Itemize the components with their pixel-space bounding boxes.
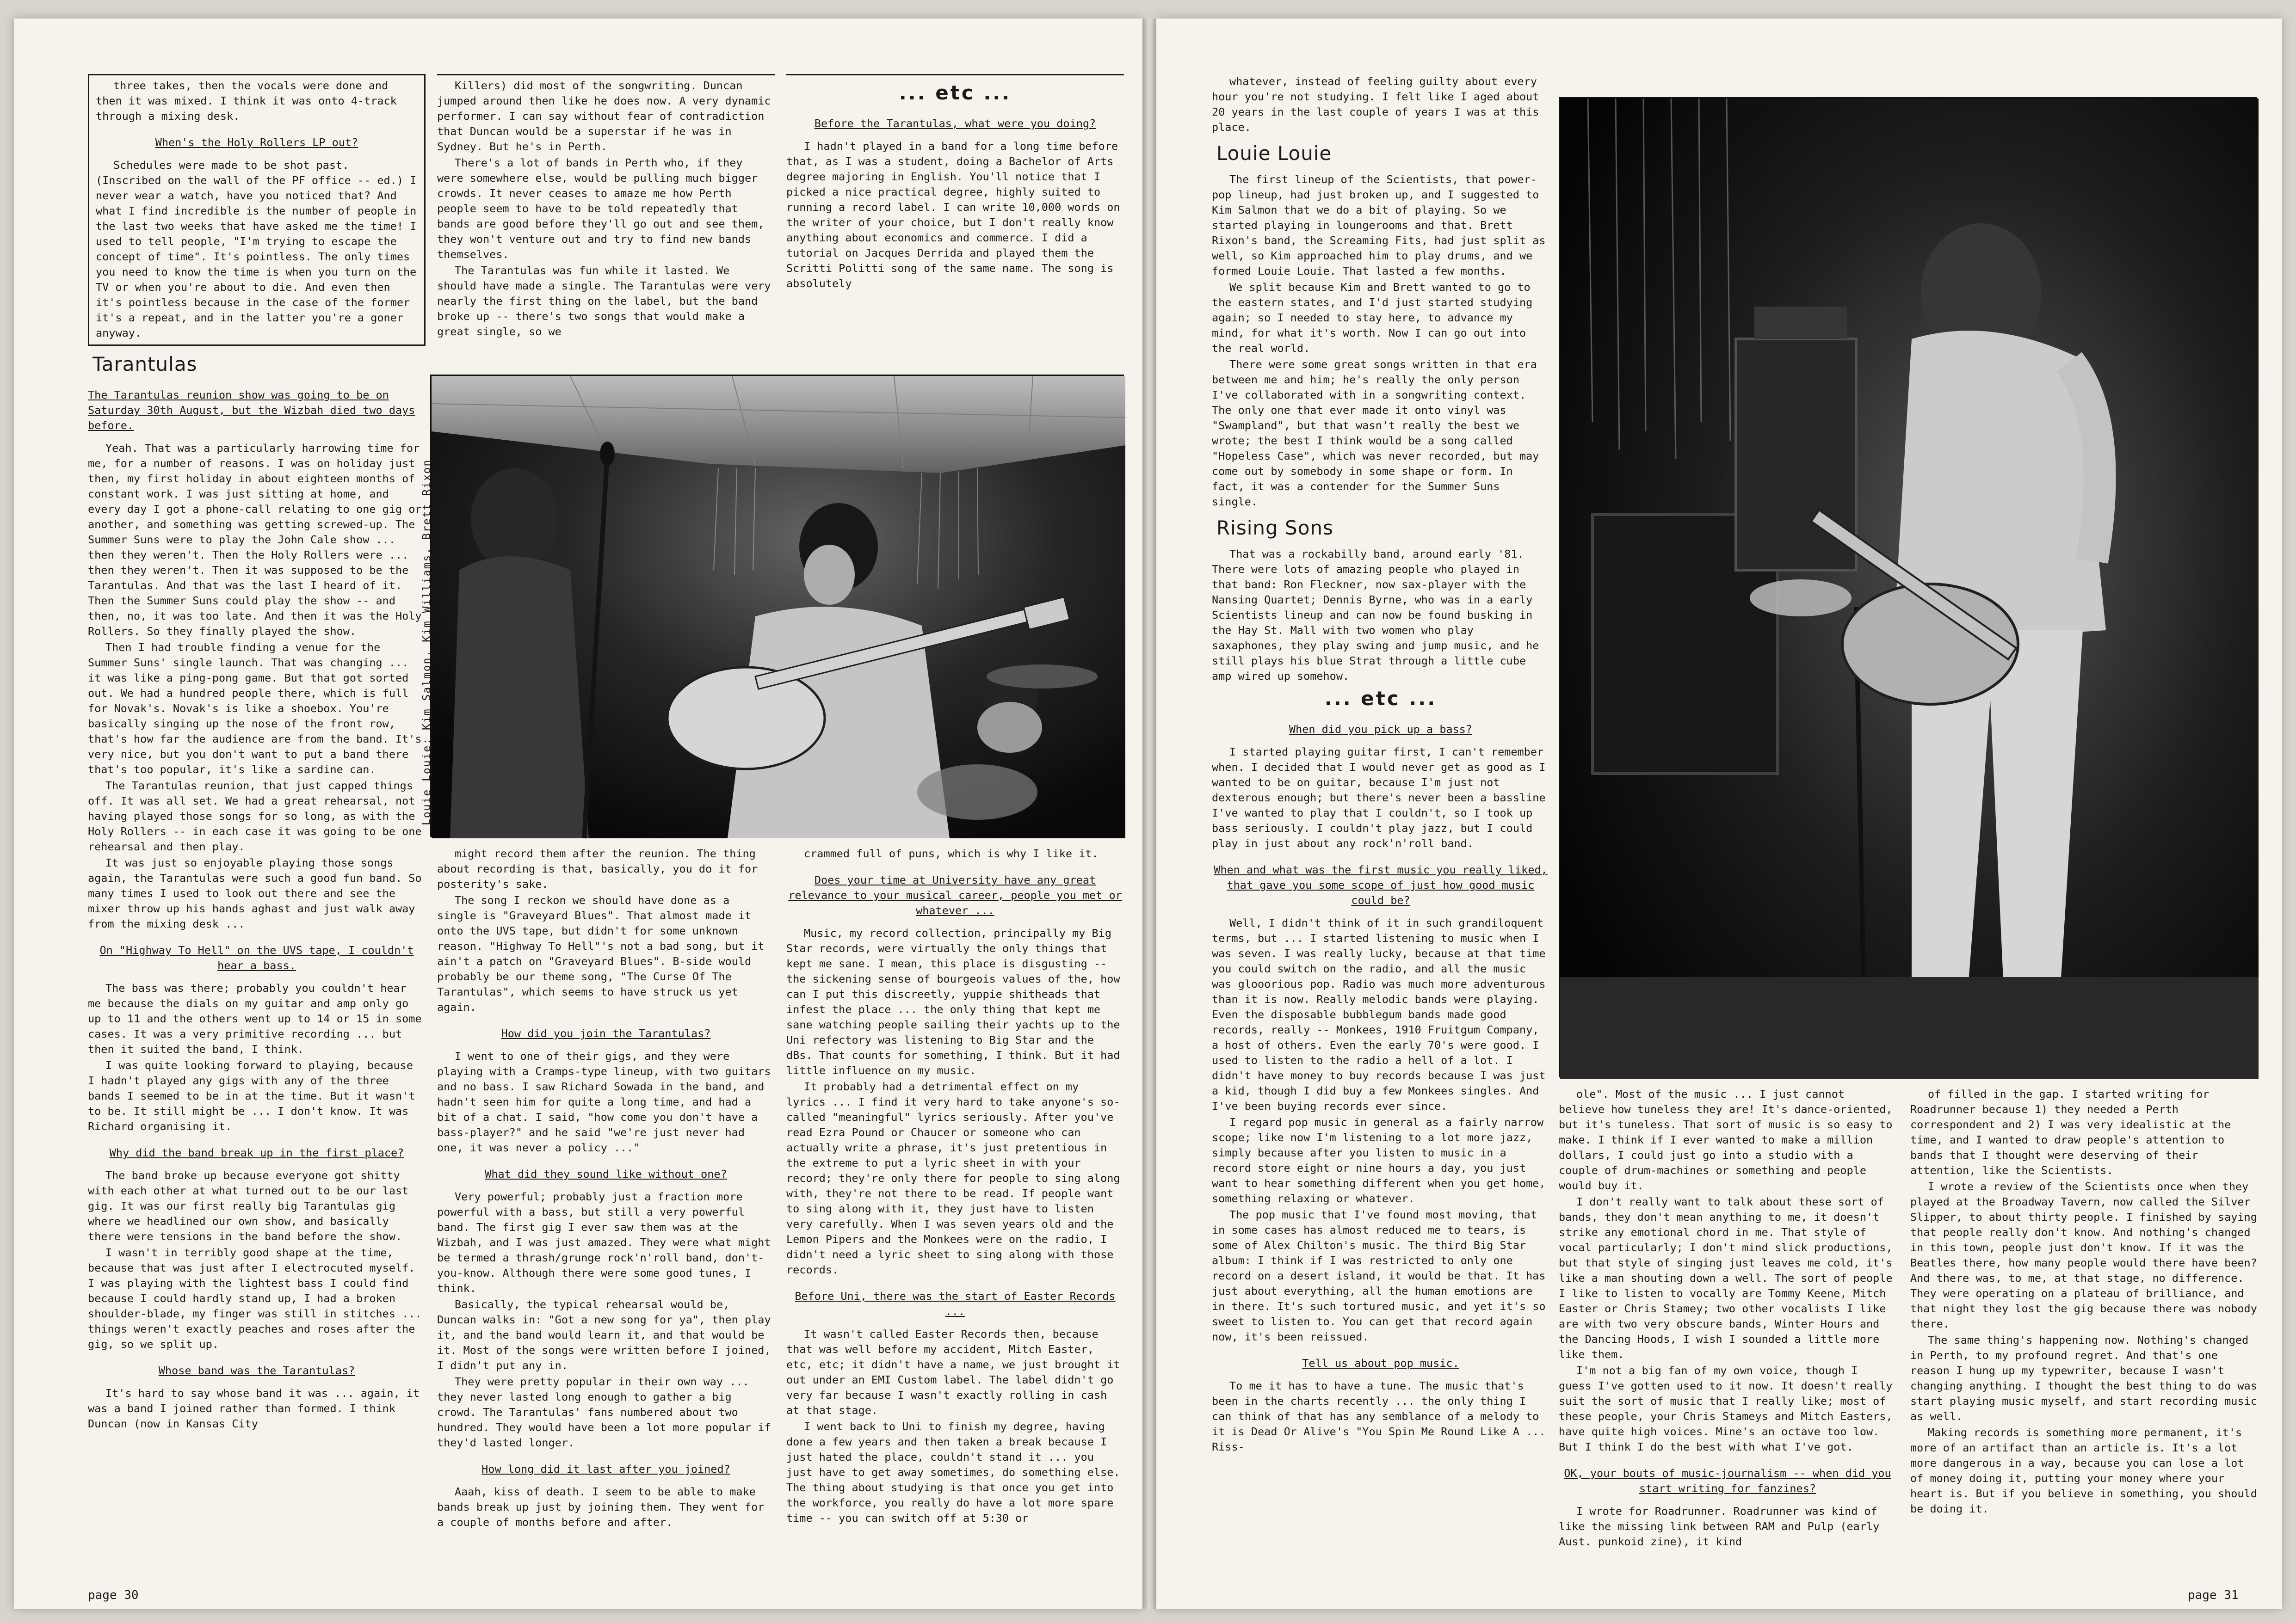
question-reunion: The Tarantulas reunion show was going to be on Saturday 30th August, but the Wizbah died two days before. <box>88 388 415 432</box>
paragraph: Then I had trouble finding a venue for the Summer Suns' single launch. That was changing ... it was like a ping-pong game. But that got sorted out. We had a hundred people there, which is full for Novak's. Novak's is like a shoebox. You're basically singing up the nose of the front row, that's how far the audience are from the band. It's very nice, but you don't want to put a band there that's too popular, it's like a sardine can. <box>88 641 422 776</box>
paragraph: might record them after the reunion. The thing about recording is that, basically, you do it for posterity's sake. <box>437 847 758 891</box>
paragraph: I regard pop music in general as a fairly narrow scope; like now I'm listening to a lot more jazz, simply because after you listen to music in a record store eight or nine hours a day, you just want to hear something different when you get home, something relaxing or whatever. <box>1212 1116 1546 1205</box>
answer-louie <box>1212 172 1549 510</box>
col2-top-text <box>437 78 775 339</box>
answer-breakup <box>88 1168 426 1352</box>
paragraph: I'm not a big fan of my own voice, though I guess I've gotten used to it now. It doesn't really suit the sort of music that I really like; most of these people, your Chris Stameys and Mitch Easters, have quite high voices. Mine's an octave too low. But I think I do the best with what I've got. <box>1559 1364 1893 1453</box>
page-number-right: page 31 <box>2188 1588 2239 1602</box>
paragraph: The bass was there; probably you couldn't hear me because the dials on my guitar and amp only go up to 11 and the others went up to 14 or 15 in some cases. It was a very primitive recording ... but then it suited the band, I think. <box>88 982 422 1056</box>
question-join: How did you join the Tarantulas? <box>501 1027 711 1040</box>
paragraph: Music, my record collection, principally my Big Star records, were virtually the only things that kept me sane. I mean, this place is disgusting -- the sickening sense of bourgeois values of the, how can I put this discreetly, yuppie shitheads that infest the place ... the only thing that kept me sane watching people sailing their yachts up to the Uni refectory was listening to Big Star and the dBs. That counts for something, I think. But it had little influence on my music. <box>786 927 1120 1077</box>
paragraph: It was just so enjoyable playing those songs again, the Tarantulas were such a good fun band. So many times I used to look out there and see the mixer throw up his hands aghast and just walk away from the mixing desk ... <box>88 856 422 930</box>
question-sound: What did they sound like without one? <box>485 1168 727 1180</box>
question-breakup: Why did the band break up in the first place? <box>109 1146 404 1159</box>
col2-bottom-text <box>437 846 775 1015</box>
paragraph: Yeah. That was a particularly harrowing time for me, for a number of reasons. I was on holiday just then, my first holiday in about eighteen months of constant work. I was just sitting at home, and every day I got a phone-call relating to one gig or another, and something was getting screwed-up. The Summer Suns were to play the John Cale show ... then they weren't. Then the Holy Rollers were ... then they weren't. Then it was supposed to be the Tarantulas. And that was the last I heard of it. Then the Summer Suns could play the show -- and then, no, it was too late. And then it was the Holy Rollers. So they finally played the show. <box>88 442 422 638</box>
right-column-3-bottom <box>1910 1087 2257 1591</box>
left-column-3-top <box>786 74 1124 370</box>
col1-top-text <box>96 78 418 124</box>
paragraph: I wrote a review of the Scientists once when they played at the Broadway Tavern, now called the Silver Slipper, to about thirty people. I finished by saying that people really don't know. And nothing's changed in this town, people just don't know. If it was the Beatles there, how many people would there have been? And there was, to me, at that stage, no difference. They were operating on a plateau of brilliance, and that night they lost the gig because there was nobody there. <box>1910 1180 2257 1330</box>
answer-uni <box>786 926 1124 1278</box>
paragraph: It's hard to say whose band it was ... again, it was a band I joined rather than formed. I think Duncan (now in Kansas City <box>88 1387 420 1430</box>
heading-tarantulas: Tarantulas <box>93 353 198 375</box>
paragraph: three takes, then the vocals were done and then it was mixed. I think it was onto 4-track through a mixing desk. <box>96 79 397 123</box>
right-col3-bottom-text <box>1910 1087 2257 1517</box>
paragraph: The Tarantulas reunion, that just capped things off. It was all set. We had a great rehearsal, not having played those songs for so long, as with the Holy Rollers -- in each case it was going to be one rehearsal and then play. <box>88 779 422 853</box>
paragraph: Making records is something more permanent, it's more of an artifact than an article is. It's a lot more dangerous in a way, because you can lose a lot of money doing it, putting your money where your heart is. But if you believe in something, you should be doing it. <box>1910 1426 2257 1515</box>
paragraph: The pop music that I've found most moving, that in some cases has almost reduced me to tears, is some of Alex Chilton's music. The third Big Star album: I think if I was restricted to only one record on a desert island, it would be that. It has just about everything, all the human emotions are in there. It's such tortured music, and yet it's so sweet to listen to. You can get that record again now, it's been reissued. <box>1212 1208 1546 1343</box>
left-column-2-bottom <box>437 846 775 1591</box>
photo-caption-louie-louie: Louie Louie: Kim Salmon, Kim Williams, Brett Rixon <box>421 459 433 825</box>
paragraph: Killers) did most of the songwriting. Duncan jumped around then like he does now. A very dynamic performer. I can say without fear of contradiction that Duncan would be a superstar if he was in Sydney. But he's in Perth. <box>437 79 771 153</box>
col3-bottom-text <box>786 846 1124 861</box>
paragraph: I hadn't played in a band for a long time before that, as I was a student, doing a Bachelor of Arts degree majoring in English. You'll notice that I picked a nice practical degree, highly suited to running a record label. I can write 10,000 words on the writer of your choice, but I don't really know anything about economics and commerce. I did a tutorial on Jacques Derrida and played them the Scritti Politti song of the same name. The song is absolutely <box>786 140 1120 290</box>
paragraph: Aaah, kiss of death. I seem to be able to make bands break up just by joining them. They went for a couple of months before and after. <box>437 1485 765 1529</box>
right-col2-bottom-text <box>1559 1087 1896 1455</box>
paragraph: whatever, instead of feeling guilty about every hour you're not studying. I felt like I aged about 20 years in the last couple of years I was at this place. <box>1212 75 1539 134</box>
question-highway: On "Highway To Hell" on the UVS tape, I couldn't hear a bass. <box>99 944 414 972</box>
right-column-2-bottom <box>1559 1087 1896 1591</box>
left-column-2-top <box>437 74 775 370</box>
answer-journalism <box>1559 1504 1896 1549</box>
paragraph: Well, I didn't think of it in such grandiloquent terms, but ... I started listening to music when I was seven. I was really lucky, because at that time you could switch on the radio, and all the music was glooorious pop. Radio was much more adventurous than it is now. Really melodic bands were playing. Even the disposable bubblegum bands made good records, really -- Monkees, 1910 Fruitgum Company, a host of others. Even the early 70's were good. I used to listen to the radio a hell of a lot. I didn't have money to buy records because I was just a kid, though I did buy a few Monkees singles. And I've been buying records ever since. <box>1212 916 1546 1113</box>
right-page <box>1156 18 2282 1609</box>
paragraph: The first lineup of the Scientists, that power-pop lineup, had just broken up, and I suggested to Kim Salmon that we do a bit of playing. So we started playing in loungerooms and that. Brett Rixon's band, the Screaming Fits, had just split as well, so Kim approached him to play drums, and we formed Louie Louie. That lasted a few months. <box>1212 173 1546 277</box>
answer-whose <box>88 1386 426 1432</box>
answer-first-music <box>1212 916 1549 1345</box>
paragraph: It probably had a detrimental effect on my lyrics ... I find it very hard to take anyone's so-called "meaningful" lyrics seriously. After you've read Ezra Pound or Chaucer or someone who can actually write a phrase, it's just pretentious in the extreme to put a lyric sheet in with your record; they're only there for people to sing along with, they're not there to be read. If people want to sing along with it, they just have to listen very carefully. When I was seven years old and the Lemon Pipers and the Monkees were on the radio, I didn't need a lyric sheet to sing along with those records. <box>786 1080 1120 1276</box>
answer-lp <box>96 158 418 341</box>
answer-highway <box>88 981 426 1134</box>
paragraph: crammed full of puns, which is why I like it. <box>804 847 1099 860</box>
answer-reunion <box>88 441 426 932</box>
bassist-stage-photo <box>1559 97 2257 1077</box>
paragraph: The Tarantulas was fun while it lasted. We should have made a single. The Tarantulas were very nearly the first thing on the label, but the band broke up -- there's two songs that would make a great single, so we <box>437 264 771 338</box>
answer-howlong <box>437 1484 775 1530</box>
paragraph: We split because Kim and Brett wanted to go to the eastern states, and I'd just started studying again; so I needed to stay here, to advance my mind, for what it's worth. Now I can go out into the real world. <box>1212 281 1533 355</box>
etc-heading-left: ... etc ... <box>899 81 1012 104</box>
answer-easter <box>786 1327 1124 1526</box>
paragraph: I don't really want to talk about these sort of bands, they don't mean anything to me, it doesn't strike any emotional chord in me. That style of vocal particularly; I don't mind slick productions, but that style of singing just leaves me cold, it's like a man shouting down a well. The sort of people I like to listen to vocally are Tommy Keene, Mitch Easter or Chris Stamey; two other vocalists I like are with two very obscure bands, Winter Hours and the Dancing Hoods, I wish I sounded a little more like them. <box>1559 1195 1893 1361</box>
page-number-left: page 30 <box>88 1588 139 1602</box>
paragraph: of filled in the gap. I started writing for Roadrunner because 1) they needed a Perth correspondent and 2) I was very idealistic at the time, and I wanted to draw people's attention to bands that I thought were deserving of their attention, like the Scientists. <box>1910 1088 2231 1177</box>
paragraph: There were some great songs written in that era between me and him; he's really the only person I've collaborated with in a songwriting context. The only one that ever made it onto vinyl was "Swampland", but that wasn't really the best we wrote; the best I think would be a song called "Hopeless Case", which was never recorded, but may come out by somebody in some shape or form. In fact, it was a contender for the Summer Suns single. <box>1212 358 1539 508</box>
etc-heading-right: ... etc ... <box>1324 687 1437 710</box>
question-howlong: How long did it last after you joined? <box>481 1463 730 1475</box>
paragraph: I wrote for Roadrunner. Roadrunner was kind of like the missing link between RAM and Pulp (early Aust. punkoid zine), it kind <box>1559 1505 1880 1548</box>
paragraph: It wasn't called Easter Records then, because that was well before my accident, Mitch Easter, etc, etc; it didn't have a name, we just brought it out under an EMI Custom label. The label didn't go very far because I wasn't exactly rolling in cash at that stage. <box>786 1328 1120 1417</box>
question-pop: Tell us about pop music. <box>1302 1357 1459 1370</box>
paragraph: That was a rockabilly band, around early '81. There were lots of amazing people who played in that band: Ron Fleckner, now sax-player with the Nansing Quartet; Dennis Byrne, who was in a early Scientists lineup and can now be found busking in the Hay St. Mall with two women who play saxaphones, they play swing and jump music, and he still plays his blue Strat through a little cube amp wired up somehow. <box>1212 547 1539 682</box>
lp-box <box>88 74 426 346</box>
paragraph: There's a lot of bands in Perth who, if they were somewhere else, would be pulling much bigger crowds. It never ceases to amaze me how Perth people seem to have to be told repeatedly that bands are good before they'll go out and see them, they won't venture out and try to find new bands themselves. <box>437 156 765 261</box>
left-page <box>14 18 1142 1609</box>
paragraph: They were pretty popular in their own way ... they never lasted long enough to gather a big crowd. The Tarantulas' fans numbered about two hundred. They would have been a lot more popular if they'd lasted longer. <box>437 1375 771 1449</box>
paragraph: I wasn't in terribly good shape at the time, because that was just after I electrocuted myself. I was playing with the lightest bass I could find because I could hardly stand up, I had a broken shoulder-blade, my finger was still in stitches ... things weren't exactly peaches and roses after the gig, so we split up. <box>88 1246 422 1351</box>
paragraph: The same thing's happening now. Nothing's changed in Perth, to my profound regret. And that's one reason I hung up my typewriter, because I wasn't changing anything. I thought the best thing to do was start playing music myself, and start recording music as well. <box>1910 1334 2257 1423</box>
question-first-music: When and what was the first music you really liked, that gave you some scope of just how good music could be? <box>1214 863 1548 907</box>
band-photo-louie-louie <box>430 375 1124 837</box>
paragraph: Basically, the typical rehearsal would be, Duncan walks in: "Got a new song for ya", then play it, and the band would learn it, and that would be it. Most of the songs were written before I joined, I didn't put any in. <box>437 1298 771 1372</box>
answer-bass <box>1212 744 1549 851</box>
heading-rising-sons: Rising Sons <box>1216 516 1333 539</box>
answer-join <box>437 1049 775 1156</box>
left-column-1 <box>88 74 426 1591</box>
paragraph: ole". Most of the music ... I just cannot believe how tuneless they are! It's dance-oriented, but it's tuneless. That sort of music is so easy to make. I think if I ever wanted to make a million dollars, I could just go into a studio with a couple of drum-machines or something and people would buy it. <box>1559 1088 1893 1192</box>
question-journalism: OK, your bouts of music-journalism -- when did you start writing for fanzines? <box>1564 1467 1891 1495</box>
right-column-1 <box>1212 74 1549 1453</box>
answer-pop <box>1212 1378 1549 1455</box>
paragraph: I went to one of their gigs, and they were playing with a Cramps-type lineup, with two guitars and no bass. I saw Richard Sowada in the band, and hadn't seen him for quite a long time, and had a bit of a chat. I said, "how come you don't have a bass-player?" and he said "we're just never had one, it was never a policy ..." <box>437 1050 771 1154</box>
paragraph: Schedules were made to be shot past. (Inscribed on the wall of the PF office -- ed.) I never wear a watch, have you noticed that? And what I find incredible is the number of people in the last two weeks that have asked me the time! I used to tell people, "I'm trying to escape the concept of time". It's pointless. The only times you need to know the time is when you turn on the TV or when you're about to die. And even then it's pointless because in the case of the former it's a repeat, and in the latter you're a goner anyway. <box>96 159 417 339</box>
paragraph: The band broke up because everyone got shitty with each other at what turned out to be our last gig. It was our first really big Tarantulas gig where we headlined our own show, and basically there were tensions in the band before the show. <box>88 1169 409 1243</box>
answer-rising <box>1212 547 1549 684</box>
paragraph: I was quite looking forward to playing, because I hadn't played any gigs with any of the three bands I seemed to be in at the time. But it wasn't to be. It still might be ... I don't know. It was Richard organising it. <box>88 1059 415 1133</box>
paragraph: I started playing guitar first, I can't remember when. I decided that I would never get as good as I wanted to be on guitar, because I'm just not dexterous enough; but there's never been a bassline I've wanted to play that I couldn't, so I took up bass seriously. I couldn't play jazz, but I could play in just about any rock'n'roll band. <box>1212 745 1546 850</box>
paragraph: I went back to Uni to finish my degree, having done a few years and then taken a break because I just hated the place, couldn't stand it ... you just have to get away sometimes, do something else. The thing about studying is that once you get into the workforce, you really do have a lot more spare time -- you can switch off at 5:30 or <box>786 1420 1120 1525</box>
left-column-3-bottom <box>786 846 1124 1591</box>
spine-gutter <box>1142 18 1156 1609</box>
photo-illustration <box>432 376 1125 838</box>
question-bass: When did you pick up a bass? <box>1289 723 1473 736</box>
paragraph: To me it has to have a tune. The music that's been in the charts recently ... the only thing I can think of that has any semblance of a melody to it is Dead Or Alive's "You Spin Me Round Like A ... Riss- <box>1212 1379 1546 1453</box>
paragraph: Very powerful; probably just a fraction more powerful with a bass, but still a very powerful band. The first gig I ever saw them was at the Wizbah, and I was just amazed. They were what might be termed a thrash/grunge rock'n'roll band, don't-you-know. Although there were some good tunes, I think. <box>437 1190 771 1295</box>
question-uni: Does your time at University have any great relevance to your musical career, people you met or whatever ... <box>788 873 1122 917</box>
question-lp: When's the Holy Rollers LP out? <box>155 136 358 149</box>
heading-louie-louie: Louie Louie <box>1216 142 1332 165</box>
answer-sound <box>437 1189 775 1451</box>
paragraph: The song I reckon we should have done as a single is "Graveyard Blues". That almost made it onto the UVS tape, but didn't for some unknown reason. "Highway To Hell"'s not a bad song, but it ain't a patch on "Graveyard Blues". B-side would probably be our theme song, "The Curse Of The Tarantulas", which seems to have struck us yet again. <box>437 894 765 1014</box>
question-easter: Before Uni, there was the start of Easter Records ... <box>795 1290 1116 1318</box>
question-whose: Whose band was the Tarantulas? <box>158 1364 355 1377</box>
photo-illustration-bassist <box>1560 98 2259 1079</box>
answer-before <box>786 139 1124 291</box>
question-before: Before the Tarantulas, what were you doing? <box>814 117 1096 130</box>
right-col1-top-text <box>1212 74 1549 135</box>
